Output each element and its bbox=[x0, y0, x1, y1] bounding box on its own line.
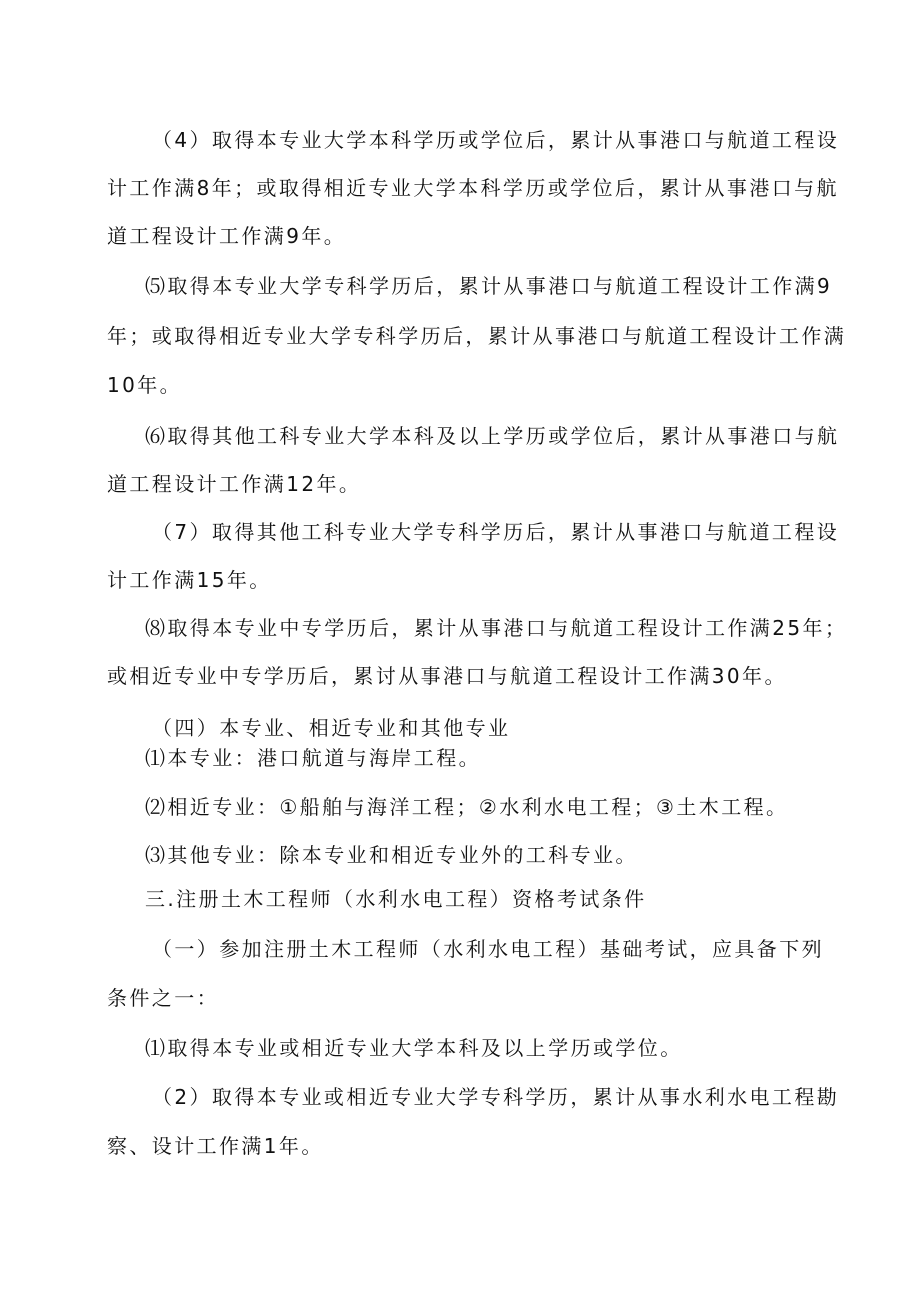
paragraph-7-line-1: （7）取得其他工科专业大学专科学历后，累计从事港口与航道工程设 bbox=[152, 520, 840, 544]
section-heading-4: （四）本专业、相近专业和其他专业 bbox=[152, 716, 511, 740]
definition-3: ⑶其他专业：除本专业和相近专业外的工科专业。 bbox=[145, 843, 638, 867]
paragraph-5-line-1: ⑸取得本专业大学专科学历后，累计从事港口与航道工程设计工作满9 bbox=[145, 274, 833, 298]
definition-1: ⑴本专业：港口航道与海岸工程。 bbox=[145, 746, 481, 770]
paragraph-6-line-1: ⑹取得其他工科专业大学本科及以上学历或学位后，累计从事港口与航 bbox=[145, 424, 840, 448]
paragraph-5-line-3: 10年。 bbox=[107, 373, 183, 397]
paragraph-7-line-2: 计工作满15年。 bbox=[107, 568, 272, 592]
paragraph-8-line-1: ⑻取得本专业中专学历后，累计从事港口与航道工程设计工作满25年； bbox=[145, 616, 848, 640]
paragraph-4-line-1: （4）取得本专业大学本科学历或学位后，累计从事港口与航道工程设 bbox=[152, 128, 840, 152]
definition-2: ⑵相近专业：①船舶与海洋工程；②水利水电工程；③土木工程。 bbox=[145, 795, 789, 819]
paragraph-8-line-2: 或相近专业中专学历后，累讨从事港口与航道工程设计工作满30年。 bbox=[107, 664, 787, 688]
paragraph-4-line-2: 计工作满8年；或取得相近专业大学本科学历或学位后，累计从事港口与航 bbox=[107, 176, 839, 200]
subsection-1-line-2: 条件之一： bbox=[107, 986, 219, 1010]
condition-2-line-2: 察、设计工作满1年。 bbox=[107, 1134, 324, 1158]
condition-2-line-1: （2）取得本专业或相近专业大学专科学历，累计从事水利水电工程勘 bbox=[152, 1085, 840, 1109]
paragraph-6-line-2: 道工程设计工作满12年。 bbox=[107, 472, 362, 496]
section-heading-3: 三.注册土木工程师（水利水电工程）资格考试条件 bbox=[145, 887, 647, 911]
condition-1: ⑴取得本专业或相近专业大学本科及以上学历或学位。 bbox=[145, 1036, 683, 1060]
paragraph-5-line-2: 年；或取得相近专业大学专科学历后，累计从事港口与航道工程设计工作满 bbox=[107, 324, 847, 348]
subsection-1-line-1: （一）参加注册土木工程师（水利水电工程）基础考试，应具备下列 bbox=[152, 937, 824, 961]
paragraph-4-line-3: 道工程设计工作满9年。 bbox=[107, 224, 347, 248]
